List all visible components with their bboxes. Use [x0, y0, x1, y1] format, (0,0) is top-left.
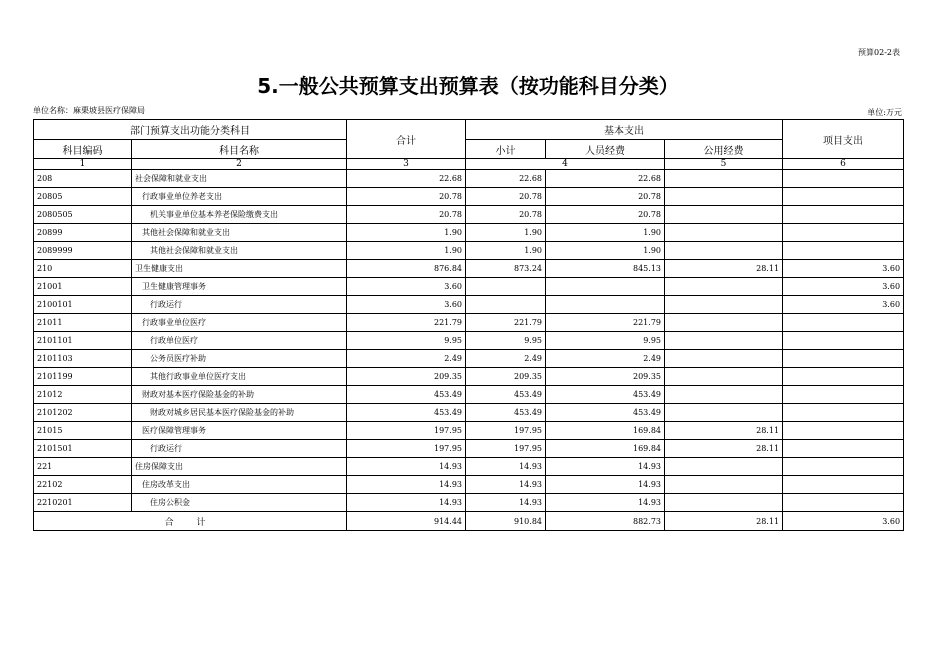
page-title: 5.一般公共预算支出预算表（按功能科目分类）: [257, 74, 679, 98]
header-dept-category: 部门预算支出功能分类科目: [34, 120, 347, 140]
table-row: [34, 476, 904, 494]
row-subtotal: 22.68: [466, 170, 546, 188]
table-row: [34, 224, 904, 242]
row-public: [665, 314, 783, 332]
row-personnel: 1.90: [546, 242, 665, 260]
row-name: 公务员医疗补助: [132, 350, 347, 368]
row-public: 28.11: [665, 440, 783, 458]
row-personnel: [546, 296, 665, 314]
row-public: 28.11: [665, 260, 783, 278]
index-cell: 4: [466, 159, 665, 170]
row-total: 197.95: [347, 422, 466, 440]
row-personnel: 14.93: [546, 494, 665, 512]
row-total: 14.93: [347, 494, 466, 512]
budget-table: [33, 119, 904, 531]
row-code: 20805: [34, 188, 132, 206]
row-personnel: 169.84: [546, 422, 665, 440]
row-personnel: 20.78: [546, 188, 665, 206]
row-code: 2101199: [34, 368, 132, 386]
header-basic: 基本支出: [466, 120, 783, 140]
row-public: [665, 404, 783, 422]
row-name: 行政事业单位医疗: [132, 314, 347, 332]
row-total: 1.90: [347, 224, 466, 242]
row-name: 财政对城乡居民基本医疗保险基金的补助: [132, 404, 347, 422]
row-name: 行政事业单位养老支出: [132, 188, 347, 206]
row-code: 22102: [34, 476, 132, 494]
row-project: [783, 242, 904, 260]
table-row: [34, 494, 904, 512]
row-subtotal: 197.95: [466, 422, 546, 440]
row-subtotal: 14.93: [466, 494, 546, 512]
index-cell: 6: [783, 159, 904, 170]
row-project: [783, 422, 904, 440]
row-project: [783, 404, 904, 422]
row-total: 3.60: [347, 278, 466, 296]
row-total: 2.49: [347, 350, 466, 368]
row-personnel: 22.68: [546, 170, 665, 188]
row-code: 2210201: [34, 494, 132, 512]
row-project: [783, 188, 904, 206]
row-total: 22.68: [347, 170, 466, 188]
row-personnel: 221.79: [546, 314, 665, 332]
row-subtotal: [466, 296, 546, 314]
row-project: [783, 206, 904, 224]
header-subtotal: 小计: [466, 140, 546, 159]
row-public: [665, 278, 783, 296]
table-body: [34, 170, 904, 512]
row-personnel: 453.49: [546, 386, 665, 404]
header-project: 项目支出: [783, 120, 904, 159]
row-code: 208: [34, 170, 132, 188]
header-public: 公用经费: [665, 140, 783, 159]
row-personnel: 453.49: [546, 404, 665, 422]
row-total: 9.95: [347, 332, 466, 350]
row-total: 197.95: [347, 440, 466, 458]
table-row: [34, 170, 904, 188]
table-row: [34, 206, 904, 224]
row-subtotal: 197.95: [466, 440, 546, 458]
index-cell: 5: [665, 159, 783, 170]
form-code: 预算02-2表: [858, 48, 900, 57]
row-personnel: 14.93: [546, 476, 665, 494]
total-label: 合 计: [34, 512, 347, 531]
row-code: 2101103: [34, 350, 132, 368]
row-project: [783, 350, 904, 368]
row-personnel: 169.84: [546, 440, 665, 458]
row-public: [665, 224, 783, 242]
row-total: 3.60: [347, 296, 466, 314]
table-row: [34, 332, 904, 350]
row-name: 其他行政事业单位医疗支出: [132, 368, 347, 386]
total-row: [34, 512, 904, 531]
row-code: 2101101: [34, 332, 132, 350]
index-cell: 1: [34, 159, 132, 170]
total-total: 914.44: [347, 512, 466, 531]
total-subtotal: 910.84: [466, 512, 546, 531]
row-name: 行政运行: [132, 296, 347, 314]
header-personnel: 人员经费: [546, 140, 665, 159]
row-project: 3.60: [783, 260, 904, 278]
row-code: 2101501: [34, 440, 132, 458]
index-cell: 2: [132, 159, 347, 170]
row-subtotal: 453.49: [466, 386, 546, 404]
row-project: [783, 314, 904, 332]
row-name: 行政运行: [132, 440, 347, 458]
row-total: 876.84: [347, 260, 466, 278]
row-project: 3.60: [783, 296, 904, 314]
table-row: [34, 458, 904, 476]
row-subtotal: 9.95: [466, 332, 546, 350]
row-name: 机关事业单位基本养老保险缴费支出: [132, 206, 347, 224]
row-public: [665, 242, 783, 260]
header-code: 科目编码: [34, 140, 132, 159]
row-subtotal: 1.90: [466, 224, 546, 242]
row-public: [665, 458, 783, 476]
row-total: 20.78: [347, 188, 466, 206]
row-code: 21001: [34, 278, 132, 296]
table-row: [34, 440, 904, 458]
row-subtotal: 14.93: [466, 458, 546, 476]
row-code: 221: [34, 458, 132, 476]
row-public: [665, 494, 783, 512]
row-name: 医疗保障管理事务: [132, 422, 347, 440]
table-row: [34, 278, 904, 296]
row-code: 21011: [34, 314, 132, 332]
row-subtotal: 20.78: [466, 188, 546, 206]
row-total: 221.79: [347, 314, 466, 332]
row-public: [665, 296, 783, 314]
row-name: 住房改革支出: [132, 476, 347, 494]
row-project: [783, 476, 904, 494]
total-public: 28.11: [665, 512, 783, 531]
row-total: 453.49: [347, 404, 466, 422]
row-total: 453.49: [347, 386, 466, 404]
row-subtotal: 873.24: [466, 260, 546, 278]
row-code: 21012: [34, 386, 132, 404]
row-public: [665, 206, 783, 224]
row-public: 28.11: [665, 422, 783, 440]
row-name: 其他社会保障和就业支出: [132, 224, 347, 242]
row-public: [665, 188, 783, 206]
row-code: 210: [34, 260, 132, 278]
row-code: 2089999: [34, 242, 132, 260]
row-total: 14.93: [347, 458, 466, 476]
row-code: 2080505: [34, 206, 132, 224]
table-row: [34, 386, 904, 404]
row-name: 其他社会保障和就业支出: [132, 242, 347, 260]
row-project: [783, 170, 904, 188]
row-personnel: [546, 278, 665, 296]
row-personnel: 845.13: [546, 260, 665, 278]
row-name: 财政对基本医疗保险基金的补助: [132, 386, 347, 404]
row-name: 住房保障支出: [132, 458, 347, 476]
row-total: 20.78: [347, 206, 466, 224]
table-row: [34, 368, 904, 386]
row-public: [665, 476, 783, 494]
row-personnel: 2.49: [546, 350, 665, 368]
table-row: [34, 296, 904, 314]
row-subtotal: 209.35: [466, 368, 546, 386]
row-personnel: 14.93: [546, 458, 665, 476]
row-subtotal: 1.90: [466, 242, 546, 260]
row-name: 卫生健康管理事务: [132, 278, 347, 296]
row-personnel: 20.78: [546, 206, 665, 224]
row-project: [783, 494, 904, 512]
row-code: 2101202: [34, 404, 132, 422]
unit-label: 单位:万元: [867, 108, 902, 117]
unit-name: 单位名称：麻栗坡县医疗保障局: [33, 106, 145, 115]
table-row: [34, 188, 904, 206]
row-project: [783, 458, 904, 476]
table-row: [34, 350, 904, 368]
row-code: 21015: [34, 422, 132, 440]
row-public: [665, 170, 783, 188]
row-project: [783, 440, 904, 458]
row-total: 209.35: [347, 368, 466, 386]
table-row: [34, 314, 904, 332]
table-row: [34, 260, 904, 278]
row-project: [783, 332, 904, 350]
row-personnel: 209.35: [546, 368, 665, 386]
row-personnel: 9.95: [546, 332, 665, 350]
row-subtotal: 453.49: [466, 404, 546, 422]
row-name: 住房公积金: [132, 494, 347, 512]
row-subtotal: 221.79: [466, 314, 546, 332]
row-name: 行政单位医疗: [132, 332, 347, 350]
row-subtotal: 2.49: [466, 350, 546, 368]
row-project: [783, 224, 904, 242]
table-row: [34, 404, 904, 422]
index-cell: 3: [347, 159, 466, 170]
row-subtotal: [466, 278, 546, 296]
total-project: 3.60: [783, 512, 904, 531]
row-code: 2100101: [34, 296, 132, 314]
row-name: 卫生健康支出: [132, 260, 347, 278]
row-public: [665, 386, 783, 404]
header-name: 科目名称: [132, 140, 347, 159]
row-name: 社会保障和就业支出: [132, 170, 347, 188]
row-total: 1.90: [347, 242, 466, 260]
total-personnel: 882.73: [546, 512, 665, 531]
row-public: [665, 332, 783, 350]
row-personnel: 1.90: [546, 224, 665, 242]
table-row: [34, 422, 904, 440]
row-public: [665, 350, 783, 368]
row-project: [783, 386, 904, 404]
row-subtotal: 20.78: [466, 206, 546, 224]
header-total: 合计: [347, 120, 466, 159]
row-project: [783, 368, 904, 386]
row-total: 14.93: [347, 476, 466, 494]
row-public: [665, 368, 783, 386]
row-subtotal: 14.93: [466, 476, 546, 494]
row-code: 20899: [34, 224, 132, 242]
table-row: [34, 242, 904, 260]
row-project: 3.60: [783, 278, 904, 296]
